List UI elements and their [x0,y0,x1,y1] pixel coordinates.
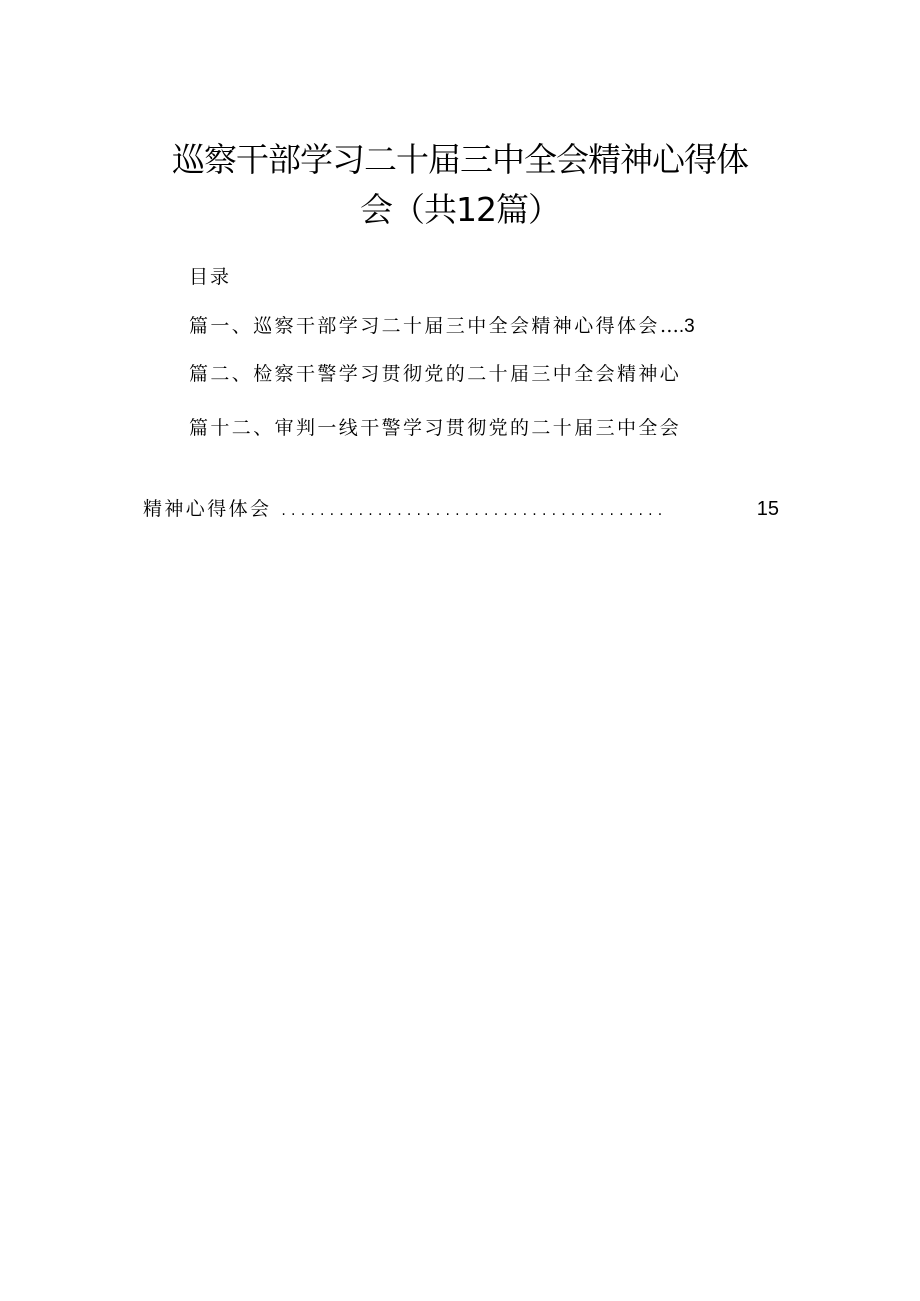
toc-heading: 目录 [189,266,232,288]
toc-entry-12-line-2[interactable] [143,494,779,521]
toc-entry-12-page: 15 [756,498,779,520]
toc-entry-12-line-1[interactable] [189,413,681,440]
toc-entry-1-page: .3 [678,316,695,337]
toc-entry-1-text: 篇一、巡察干部学习二十届三中全会精神心得体会 [189,315,660,337]
toc-entry-2[interactable] [189,359,681,386]
toc-entry-2-text: 篇二、检察干警学习贯彻党的二十届三中全会精神心 [189,363,682,385]
toc-entry-1-leader: … [659,315,679,337]
toc-entry-12-text-line-1: 篇十二、审判一线干警学习贯彻党的二十届三中全会 [189,417,682,439]
toc-entry-12-text-line-2: 精神心得体会 [143,498,272,520]
toc-entry-1[interactable] [189,311,695,338]
toc-entry-12-leader: ........................................ [281,503,668,519]
document-title-line-1: 巡察干部学习二十届三中全会精神心得体 [172,140,748,179]
document-title-line-2: 会（共12篇） [360,190,560,229]
